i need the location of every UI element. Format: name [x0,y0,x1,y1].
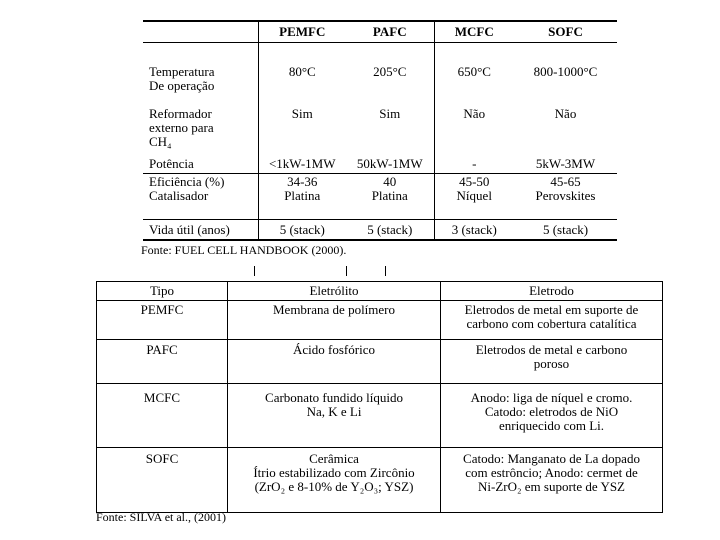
cell-line: Ácido fosfórico [293,342,375,357]
row-label-reformador [143,107,258,157]
cell-value: Sim [346,107,434,157]
cell-value: 45-50 [434,174,514,190]
row-label-catalisador: Catalisador [143,189,258,220]
table2-source: Fonte: SILVA et al., (2001) [96,510,227,524]
label-line: Temperatura [149,64,215,79]
cell-eletrodo [441,448,663,513]
cell-line: Anodo: liga de níquel e cromo. [470,390,633,405]
cell-value: Platina [284,188,321,203]
cell-value: Não [554,106,577,121]
cell-value: Platina [346,189,434,220]
cell-value: 40 [346,174,434,190]
label-line: CH₄ [149,134,172,149]
table2-header-eletrodo: Eletrodo [441,282,663,301]
row-label-vida-util: Vida útil (anos) [143,220,258,241]
row-label-potencia: Potência [143,157,258,174]
cell-line: Catodo: Manganato de La dopado [463,451,640,466]
cell-line: Cerâmica [309,451,359,466]
table1-row-eficiencia [143,174,617,190]
cell-line: Membrana de polímero [272,302,395,317]
cell-line: Eletrodos de metal em suporte de [464,302,639,317]
cell-tipo: SOFC [97,448,228,513]
cell-eletrolito [228,301,441,340]
cell-value: 80°C [288,64,316,79]
table2-header-tipo: Tipo [97,282,228,301]
row-label-eficiencia: Eficiência (%) [143,174,258,190]
fuel-cell-electrolyte-electrode-table [96,281,663,513]
table2-row-mcfc [97,384,663,448]
cell-value: 205°C [346,43,434,108]
cell-line: Ni-ZrO₂ em suporte de YSZ [477,479,626,494]
cell-line: poroso [533,356,570,371]
cell-line: Carbonato fundido líquido [265,390,403,405]
tick-mark [254,266,255,276]
table1-row-potencia [143,157,617,174]
table1-row-temperatura [143,43,617,108]
cell-value: Perovskites [535,188,596,203]
cell-value: 5 (stack) [346,220,434,241]
cell-line: Eletrodos de metal e carbono [475,342,628,357]
cell-line: com estrôncio; Anodo: cermet de [465,465,638,480]
cell-value: 50kW-1MW [346,157,434,174]
decorative-tick-marks [240,266,400,278]
label-line: Reformador [149,106,212,121]
row-label-temperatura [143,43,258,108]
cell-eletrodo [441,340,663,384]
cell-value: 650°C [457,64,491,79]
table2-row-sofc [97,448,663,513]
table2-row-pafc [97,340,663,384]
cell-line: Catodo: eletrodos de NiO [484,404,619,419]
table2-row-pemfc [97,301,663,340]
table1-row-catalisador [143,189,617,220]
cell-value: Níquel [456,188,492,203]
table1-header-pafc: PAFC [346,21,434,43]
cell-value: Não [463,106,486,121]
label-line: externo para [149,120,214,135]
cell-value: 800-1000°C [533,64,598,79]
cell-value: 45-65 [514,174,617,190]
cell-value: - [472,156,477,171]
table1-header-row [143,21,617,43]
table1-header-pemfc: PEMFC [258,21,346,43]
table1-row-reformador [143,107,617,157]
label-line: De operação [149,78,215,93]
cell-value: 3 (stack) [434,220,514,241]
table1-header-mcfc: MCFC [434,21,514,43]
fuel-cell-properties-table [143,20,617,241]
cell-tipo: MCFC [97,384,228,448]
cell-value: 5 (stack) [514,220,617,241]
table2-header-row [97,282,663,301]
table1-header-sofc: SOFC [514,21,617,43]
cell-tipo: PAFC [97,340,228,384]
cell-line: enriquecido com Li. [498,418,605,433]
tick-mark [385,266,386,276]
cell-eletrolito [228,384,441,448]
table1-header-empty [143,21,258,43]
cell-value: 34-36 [258,174,346,190]
cell-value: Sim [291,106,313,121]
cell-line: Na, K e Li [306,404,362,419]
tick-mark [346,266,347,276]
cell-line: (ZrO₂ e 8-10% de Y₂O₃; YSZ) [254,479,414,494]
cell-line: Ítrio estabilizado com Zircônio [253,465,415,480]
cell-line: carbono com cobertura catalítica [466,316,637,331]
cell-value: <1kW-1MW [268,156,336,171]
cell-eletrolito [228,448,441,513]
cell-eletrodo [441,301,663,340]
cell-eletrodo [441,384,663,448]
cell-tipo: PEMFC [97,301,228,340]
table1-source: Fonte: FUEL CELL HANDBOOK (2000). [141,243,347,257]
cell-eletrolito [228,340,441,384]
table1-row-vida-util [143,220,617,241]
table2-header-eletrolito: Eletrólito [228,282,441,301]
cell-value: 5kW-3MW [535,156,596,171]
cell-value: 5 (stack) [258,220,346,241]
